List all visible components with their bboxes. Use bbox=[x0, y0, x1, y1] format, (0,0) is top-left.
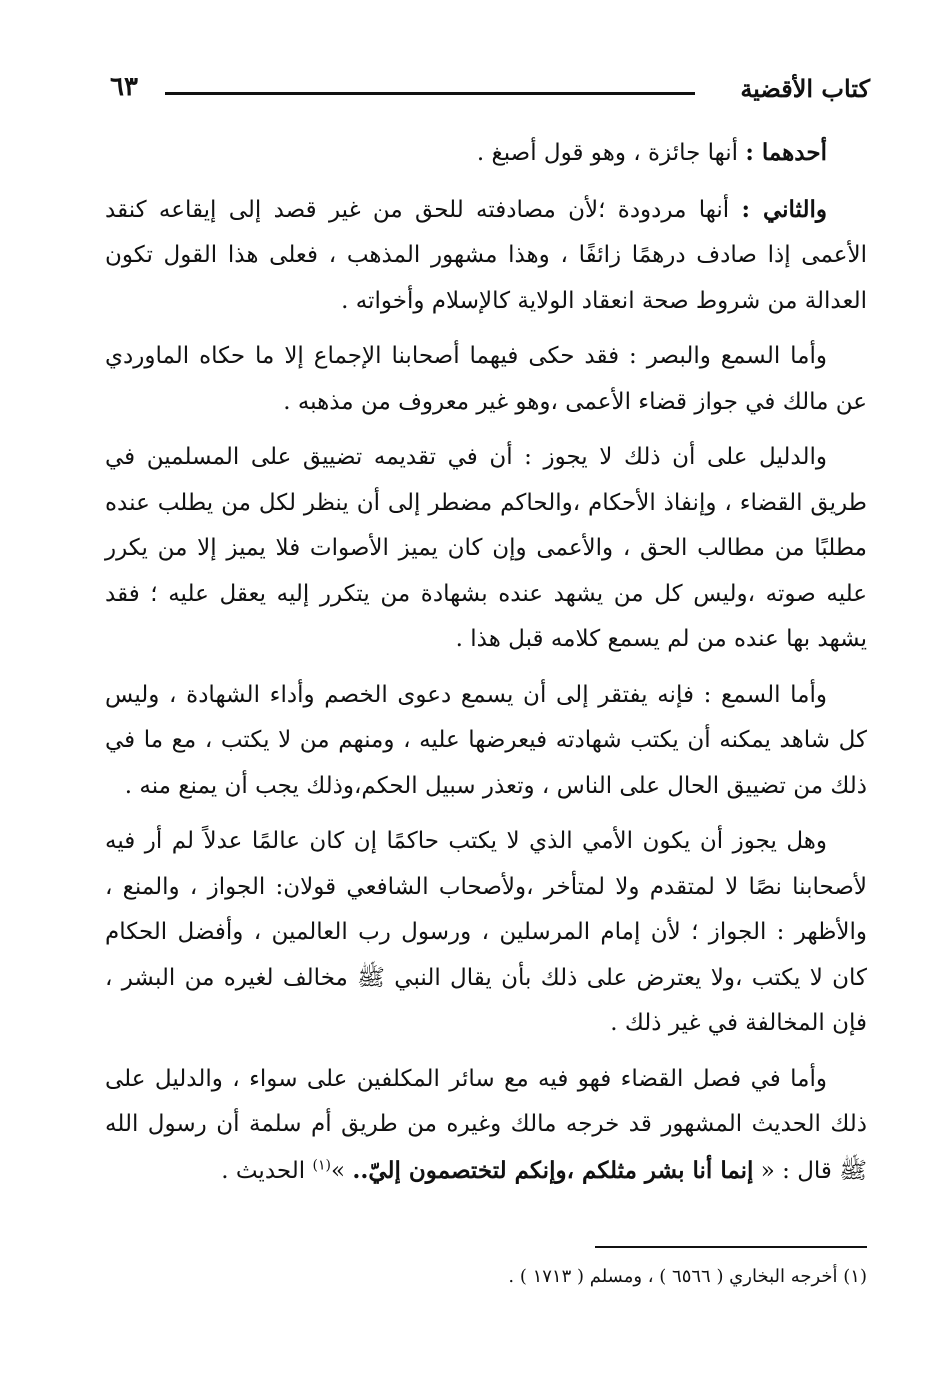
footnote-divider bbox=[595, 1246, 867, 1248]
page-header bbox=[110, 70, 870, 110]
main-text bbox=[105, 130, 867, 1204]
paragraph-text: أنها جائزة ، وهو قول أصبغ . bbox=[476, 140, 746, 166]
paragraph-lead: والثاني : bbox=[741, 195, 827, 223]
paragraph bbox=[105, 187, 867, 325]
quote-close: » bbox=[330, 1157, 353, 1184]
paragraph bbox=[105, 435, 867, 663]
hadith-quote: إنما أنا بشر مثلكم ،وإنكم لتختصمون إليّ.. bbox=[352, 1156, 754, 1184]
footnote-ref: (١) bbox=[312, 1156, 331, 1173]
paragraph-text: وهل يجوز أن يكون الأمي الذي لا يكتب حاكمًا إن كان عالمًا عدلاً لم أر فيه لأصحابنا نصًا لا لمتقدم ولا لمتأخر ،ولأصحاب الشافعي قولان: الجواز ، والمنع ، والأظهر : الجواز ؛ لأن إمام المرسلين ، ورسول رب العالمين ، وأفضل الحكام كان لا يكتب ،ولا يعترض على ذلك بأن يقال النبي ﷺ مخالف لغيره من البشر ، فإن المخالفة في غير ذلك . bbox=[105, 828, 867, 1036]
paragraph-text: وأما السمع : فإنه يفتقر إلى أن يسمع دعوى الخصم وأداء الشهادة ، وليس كل شاهد يمكنه أن يكتب شهادته فيعرضها عليه ، ومنهم من لا يكتب ، مع ما في ذلك من تضييق الحال على الناس ، وتعذر سبيل الحكم،وذلك يجب أن يمنع منه . bbox=[105, 681, 867, 799]
paragraph bbox=[105, 673, 867, 810]
paragraph bbox=[105, 1057, 867, 1195]
paragraph bbox=[105, 334, 867, 425]
paragraph-text: وأما السمع والبصر : فقد حكى فيهما أصحابنا الإجماع إلا ما حكاه الماوردي عن مالك في جواز قضاء الأعمى ،وهو غير معروف من مذهبه . bbox=[105, 343, 867, 415]
paragraph-text: والدليل على أن ذلك لا يجوز : أن في تقديمه تضييق على المسلمين في طريق القضاء ، وإنفاذ الأحكام ،والحاكم مضطر إلى أن ينظر لكل من يطلب عنده مطلبًا من مطالب الحق ، والأعمى وإن كان يميز الأصوات فلا يميز إلا من يكرر عليه صوته ،وليس كل من يشهد عنده بشهادة من يتكرر إليه يعقل عليه ؛ فقد يشهد بها عنده من لم يسمع كلامه قبل هذا . bbox=[105, 444, 867, 652]
paragraph bbox=[105, 130, 867, 177]
paragraph-lead: أحدهما : bbox=[745, 139, 827, 166]
header-rule bbox=[165, 92, 695, 95]
paragraph-text: وأما في فصل القضاء فهو فيه مع سائر المكلفين على سواء ، والدليل على ذلك الحديث المشهور قد خرجه مالك وغيره من طريق أم سلمة أن رسول الله ﷺ قال : « bbox=[105, 1065, 867, 1184]
paragraph-tail: الحديث . bbox=[221, 1157, 313, 1184]
paragraph-text: أنها مردودة ؛لأن مصادفته للحق من غير قصد إلى إيقاعه كنقد الأعمى إذا صادف درهمًا زائفًا ، وهذا مشهور المذهب ، فعلى هذا القول تكون العدالة من شروط صحة انعقاد الولاية كالإسلام وأخواته . bbox=[105, 196, 867, 314]
page-number: ٦٣ bbox=[110, 72, 138, 102]
book-title: كتاب الأقضية bbox=[740, 74, 870, 103]
paragraph bbox=[105, 819, 867, 1047]
footnote: (١) أخرجه البخاري ( ٦٥٦٦ ) ، ومسلم ( ١٧١٣ ) . bbox=[508, 1266, 867, 1287]
